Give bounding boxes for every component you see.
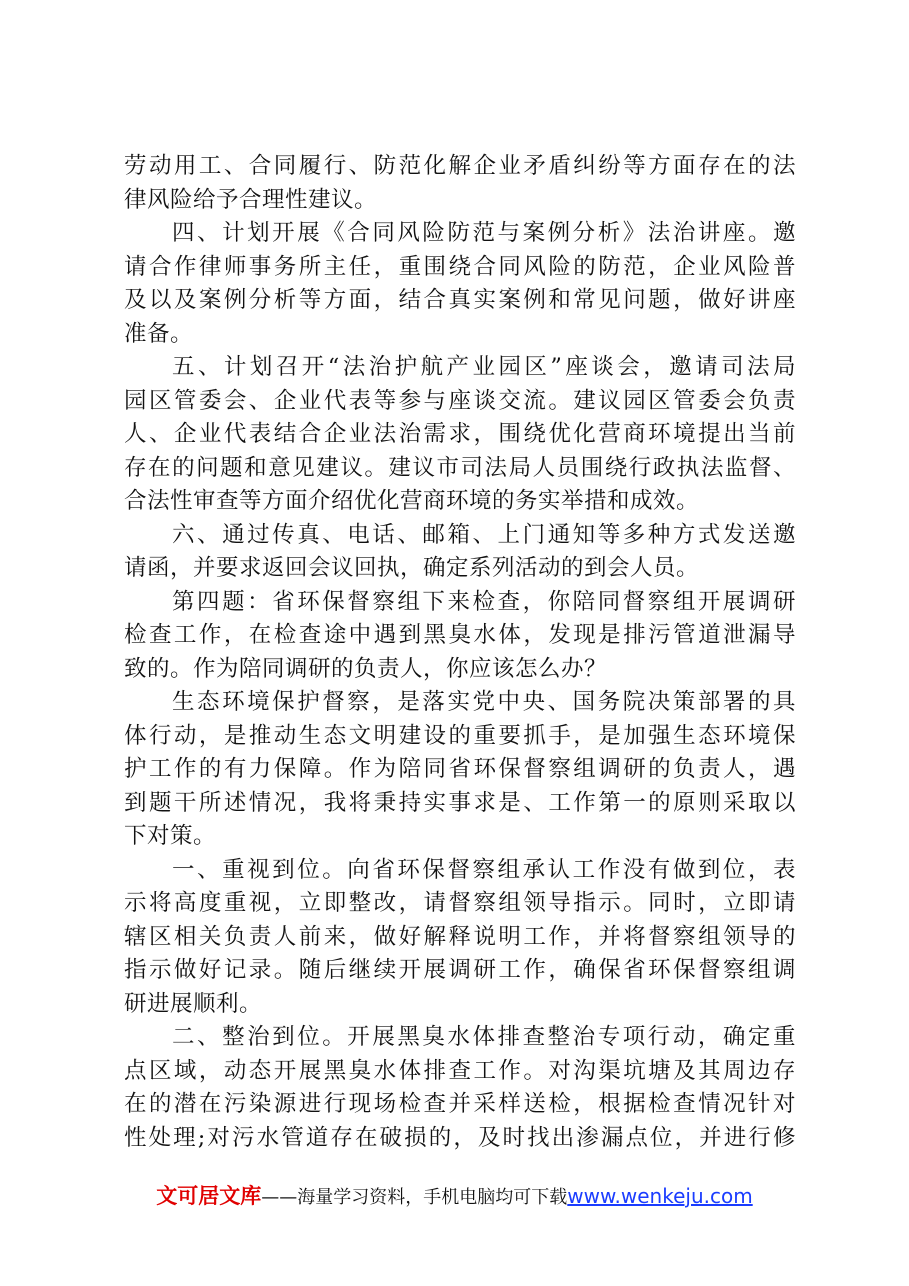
text-line: 下对策。 [124, 823, 217, 849]
text-line: 一、重视到位。向省环保督察组承认工作没有做到位，表 [172, 856, 796, 883]
text-line: 六、通过传真、电话、邮箱、上门通知等多种方式发送邀 [172, 521, 796, 548]
paragraph-4 [124, 586, 796, 687]
text-line: 体行动，是推动生态文明建设的重要抓手，是加强生态环境保 [124, 722, 796, 749]
page-footer [0, 1180, 909, 1210]
text-line: 性处理;对污水管道存在破损的，及时找出渗漏点位，并进行修 [124, 1124, 796, 1151]
text-line: 二、整治到位。开展黑臭水体排查整治专项行动，确定重 [172, 1024, 796, 1050]
text-line: 在的潜在污染源进行现场检查并采样送检，根据检查情况针对 [124, 1091, 796, 1117]
footer-slogan: ——海量学习资料，手机电脑均可下载 [261, 1187, 568, 1208]
paragraph-2 [124, 351, 796, 519]
text-line: 示将高度重视，立即整改，请督察组领导指示。同时，立即请 [124, 890, 796, 916]
paragraph-7 [124, 1021, 796, 1155]
text-line: 致的。作为陪同调研的负责人，你应该怎么办？ [124, 655, 608, 682]
footer-site-link[interactable]: www.wenkeju.com [567, 1184, 753, 1208]
text-line: 护工作的有力保障。作为陪同省环保督察组调研的负责人，遇 [124, 756, 796, 782]
text-line: 点区域，动态开展黑臭水体排查工作。对沟渠坑塘及其周边存 [124, 1057, 796, 1084]
text-line: 及以及案例分析等方面，结合真实案例和常见问题，做好讲座 [124, 287, 796, 313]
text-line: 到题干所述情况，我将秉持实事求是、工作第一的原则采取以 [124, 789, 796, 816]
paragraph-3 [124, 519, 796, 586]
footer-brand: 文可居文库 [156, 1184, 262, 1208]
text-line: 请函，并要求返回会议回执，确定系列活动的到会人员。 [124, 555, 700, 581]
text-line: 研进展顺利。 [124, 990, 263, 1017]
paragraph-6 [124, 854, 796, 1022]
paragraph-0 [124, 150, 796, 217]
paragraph-5 [124, 686, 796, 854]
text-line: 存在的问题和意见建议。建议市司法局人员围绕行政执法监督、 [124, 454, 796, 481]
text-line: 指示做好记录。随后继续开展调研工作，确保省环保督察组调 [124, 957, 796, 983]
text-line: 人、企业代表结合企业法治需求，围绕优化营商环境提出当前 [124, 421, 796, 447]
text-line: 检查工作，在检查途中遇到黑臭水体，发现是排污管道泄漏导 [124, 622, 796, 648]
text-line: 五、计划召开“法治护航产业园区”座谈会，邀请司法局 [172, 354, 796, 380]
text-line: 生态环境保护督察，是落实党中央、国务院决策部署的具 [172, 689, 796, 715]
document-body [124, 150, 796, 1155]
text-line: 准备。 [124, 320, 194, 347]
text-line: 园区管委会、企业代表等参与座谈交流。建议园区管委会负责 [124, 387, 796, 414]
text-line: 劳动用工、合同履行、防范化解企业矛盾纠纷等方面存在的法 [124, 153, 796, 179]
text-line: 请合作律师事务所主任，重围绕合同风险的防范，企业风险普 [124, 253, 796, 280]
paragraph-1 [124, 217, 796, 351]
text-line: 合法性审查等方面介绍优化营商环境的务实举措和成效。 [124, 488, 700, 514]
text-line: 律风险给予合理性建议。 [124, 186, 378, 213]
text-line: 第四题：省环保督察组下来检查，你陪同督察组开展调研 [172, 588, 796, 615]
text-line: 四、计划开展《合同风险防范与案例分析》法治讲座。邀 [172, 220, 796, 246]
text-line: 辖区相关负责人前来，做好解释说明工作，并将督察组领导的 [124, 923, 796, 950]
